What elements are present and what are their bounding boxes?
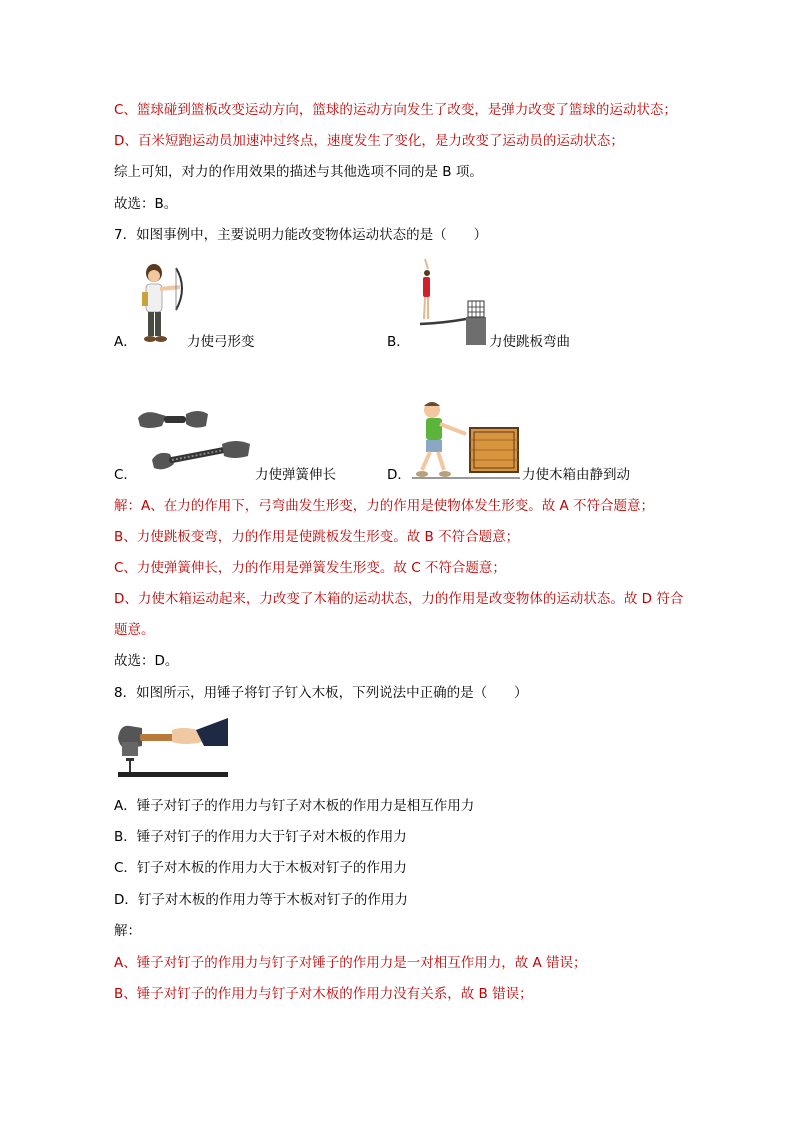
q7-option-b-caption: 力使跳板弯曲: [489, 334, 570, 350]
q7-option-d-caption: 力使木箱由静到动: [522, 467, 630, 483]
q7-solution-c: C、力使弹簧伸长，力的作用是弹簧发生形变。故 C 不符合题意；: [114, 560, 506, 576]
q8-stem: 8．如图所示，用锤子将钉子钉入木板，下列说法中正确的是（ ）: [114, 685, 528, 701]
q8-option-d: D．钉子对木板的作用力等于木板对钉子的作用力: [114, 892, 408, 908]
prev-summary: 综上可知，对力的作用效果的描述与其他选项不同的是 B 项。: [114, 164, 483, 180]
q7-option-c-caption: 力使弹簧伸长: [255, 467, 336, 483]
q7-option-b-letter: B．: [387, 334, 410, 350]
spring-illustration: [136, 404, 254, 480]
q7-solution-d-cont: 题意。: [114, 622, 155, 638]
q8-option-c: C．钉子对木板的作用力大于木板对钉子的作用力: [114, 860, 407, 876]
q8-solution-label: 解：: [114, 923, 141, 939]
q8-solution-a: A、锤子对钉子的作用力与钉子对锤子的作用力是一对相互作用力，故 A 错误；: [114, 955, 587, 971]
prev-solution-d: D、百米短跑运动员加速冲过终点，速度发生了变化，是力改变了运动员的运动状态；: [114, 133, 624, 149]
q7-solution-a: 解：A、在力的作用下，弓弯曲发生形变，力的作用是使物体发生形变。故 A 不符合题意；: [114, 498, 655, 514]
prev-solution-c: C、篮球碰到篮板改变运动方向，篮球的运动方向发生了改变，是弹力改变了篮球的运动状态；: [114, 102, 677, 118]
prev-answer: 故选：B。: [114, 196, 178, 212]
pushing-box-illustration: [412, 396, 522, 484]
q7-option-d-letter: D．: [387, 467, 411, 483]
archer-illustration: [136, 262, 186, 344]
q7-solution-b: B、力使跳板变弯，力的作用是使跳板发生形变。故 B 不符合题意；: [114, 529, 520, 545]
q7-option-c-letter: C．: [114, 467, 137, 483]
q7-option-a-caption: 力使弓形变: [187, 334, 255, 350]
q7-answer: 故选：D。: [114, 653, 179, 669]
hammer-nail-illustration: [116, 716, 232, 780]
diving-board-illustration: [414, 257, 490, 347]
q7-option-a-letter: A．: [114, 334, 137, 350]
q8-solution-b: B、锤子对钉子的作用力与钉子对木板的作用力没有关系，故 B 错误；: [114, 986, 533, 1002]
q7-stem: 7．如图事例中，主要说明力能改变物体运动状态的是（ ）: [114, 227, 488, 243]
q8-option-a: A．锤子对钉子的作用力与钉子对木板的作用力是相互作用力: [114, 798, 475, 814]
q7-solution-d: D、力使木箱运动起来，力改变了木箱的运动状态，力的作用是改变物体的运动状态。故 D 符合: [114, 591, 684, 607]
q8-option-b: B．锤子对钉子的作用力大于钉子对木板的作用力: [114, 829, 407, 845]
